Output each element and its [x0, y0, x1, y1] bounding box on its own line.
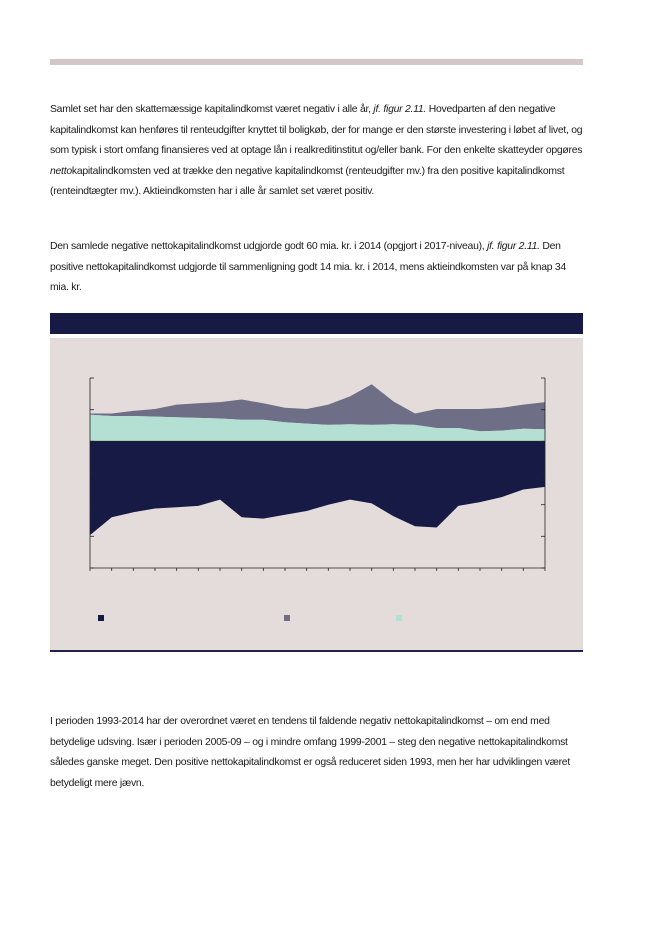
paragraph-net-capital-2014: Den samlede negative nettokapitalindkomst udgjorde godt 60 mia. kr. i 2014 (opgjort i 2017-niveau), jf. figur 2.11. Den positive nettokapitalindkomst udgjorde til sammenligning godt 14 mia. kr. i 2014, mens aktieindkomsten var på knap 34 mia. kr.: [50, 241, 566, 294]
figure-title-bar: [50, 313, 583, 334]
header-rule: [50, 59, 583, 65]
paragraph-capital-income: Samlet set har den skattemæssige kapitalindkomst været negativ i alle år, jf. figur 2.11. Hovedparten af den negative kapitalindkomst kan henføres til renteudgifter knyttet til boligkøb, der for mange er den største investering i løbet af livet, og som typisk i stort omfang finansieres ved at optage lån i realkreditinstitut og/eller bank. For den enkelte skatteyder opgøres nettokapitalindkomsten ved at trække den negative kapitalindkomst (renteudgifter mv.) fra den positive kapitalindkomst (renteindtægter mv.). Aktieindkomsten har i alle år samlet set været positiv.: [50, 104, 583, 198]
figure-reference-link[interactable]: jf. figur 2.11.: [487, 241, 540, 252]
legend-swatch-positive: [396, 615, 402, 621]
series-area-negative: [90, 441, 545, 535]
figure-2-11: [50, 338, 583, 650]
figure-bottom-rule: [50, 650, 583, 652]
figure-reference-link[interactable]: jf. figur 2.11.: [373, 104, 427, 115]
area-chart: [50, 338, 583, 650]
paragraph-development-1993-2014: I perioden 1993-2014 har der overordnet været en tendens til faldende negativ nettokapitalindkomst – om end med betydelige udsving. Især i perioden 2005-09 – og i mindre omfang 1999-2001 – steg den negative nettokapitalindkomst således ganske meget. Den positive nettokapitalindkomst er også reduceret siden 1993, men her har udviklingen været betydeligt mere jævn.: [50, 716, 570, 789]
legend-swatch-shares: [284, 615, 290, 621]
legend-swatch-negative: [98, 615, 104, 621]
